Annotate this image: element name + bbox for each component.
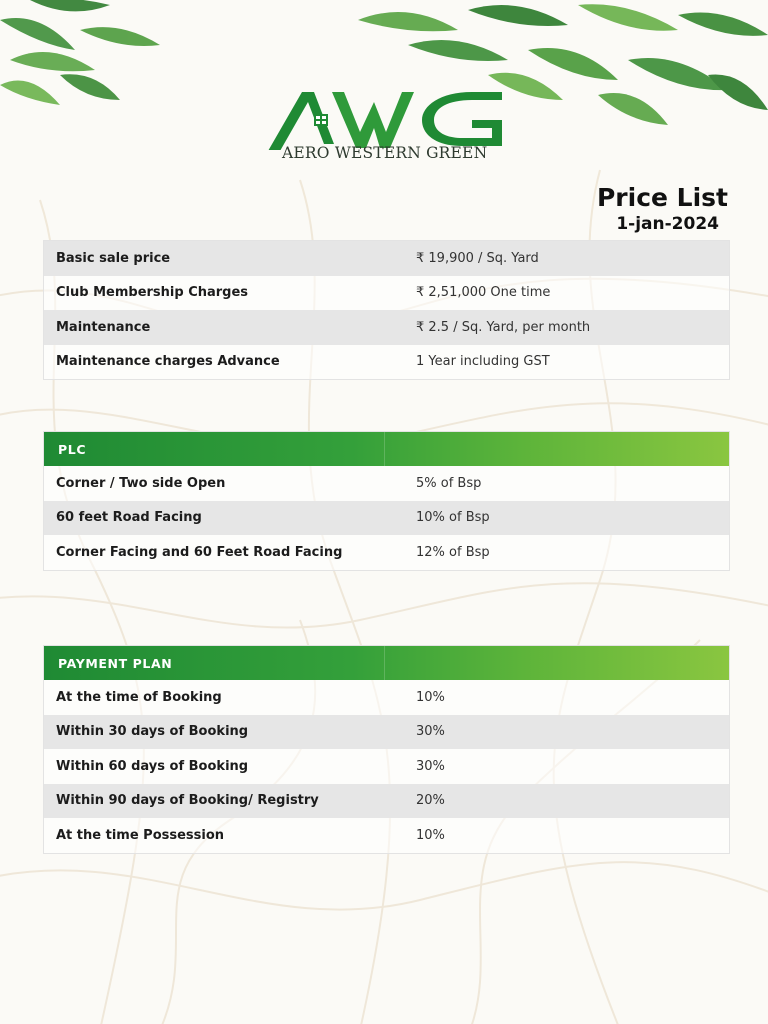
row-value: 30% [416, 724, 445, 740]
table-row [44, 466, 729, 501]
table-row [44, 749, 729, 784]
row-value: 10% [416, 689, 445, 705]
plc-header-label: PLC [58, 441, 87, 457]
row-value: 30% [416, 758, 445, 774]
payment-plan-header-label: PAYMENT PLAN [58, 655, 173, 671]
table-row [44, 501, 729, 536]
header-divider [384, 432, 385, 466]
row-value: 10% of Bsp [416, 510, 490, 526]
table-row [44, 241, 729, 276]
price-table [43, 240, 730, 380]
row-label: Within 30 days of Booking [56, 724, 249, 740]
page-title: Price List [596, 183, 728, 212]
brand-logo [262, 88, 512, 168]
payment-plan-header [44, 646, 729, 680]
header-divider [384, 646, 385, 680]
row-label: Corner Facing and 60 Feet Road Facing [56, 544, 343, 560]
row-label: At the time Possession [56, 827, 225, 843]
row-value: ₹ 2.5 / Sq. Yard, per month [416, 319, 591, 335]
plc-header [44, 432, 729, 466]
brand-name: AERO WESTERN GREEN [282, 144, 488, 162]
payment-plan-table [43, 645, 730, 854]
row-value: ₹ 2,51,000 One time [416, 285, 551, 301]
row-label: Maintenance [56, 319, 151, 335]
row-value: 5% of Bsp [416, 475, 482, 491]
table-row [44, 715, 729, 750]
row-label: Maintenance charges Advance [56, 354, 280, 370]
row-label: Club Membership Charges [56, 285, 249, 301]
row-value: 10% [416, 827, 445, 843]
row-label: 60 feet Road Facing [56, 510, 202, 526]
row-label: Within 90 days of Booking/ Registry [56, 793, 319, 809]
row-label: Corner / Two side Open [56, 475, 226, 491]
price-list-date: 1-jan-2024 [616, 214, 719, 234]
table-row [44, 535, 729, 570]
table-row [44, 276, 729, 311]
awg-logo-mark [262, 88, 512, 150]
table-row [44, 680, 729, 715]
plc-table [43, 431, 730, 571]
row-label: Within 60 days of Booking [56, 758, 249, 774]
row-label: Basic sale price [56, 250, 171, 266]
table-row [44, 784, 729, 819]
row-label: At the time of Booking [56, 689, 222, 705]
leaves-decoration-left [0, 0, 170, 110]
row-value: 12% of Bsp [416, 544, 490, 560]
table-row [44, 310, 729, 345]
table-row [44, 818, 729, 853]
row-value: 1 Year including GST [416, 354, 550, 370]
row-value: 20% [416, 793, 445, 809]
table-row [44, 345, 729, 380]
row-value: ₹ 19,900 / Sq. Yard [416, 250, 539, 266]
